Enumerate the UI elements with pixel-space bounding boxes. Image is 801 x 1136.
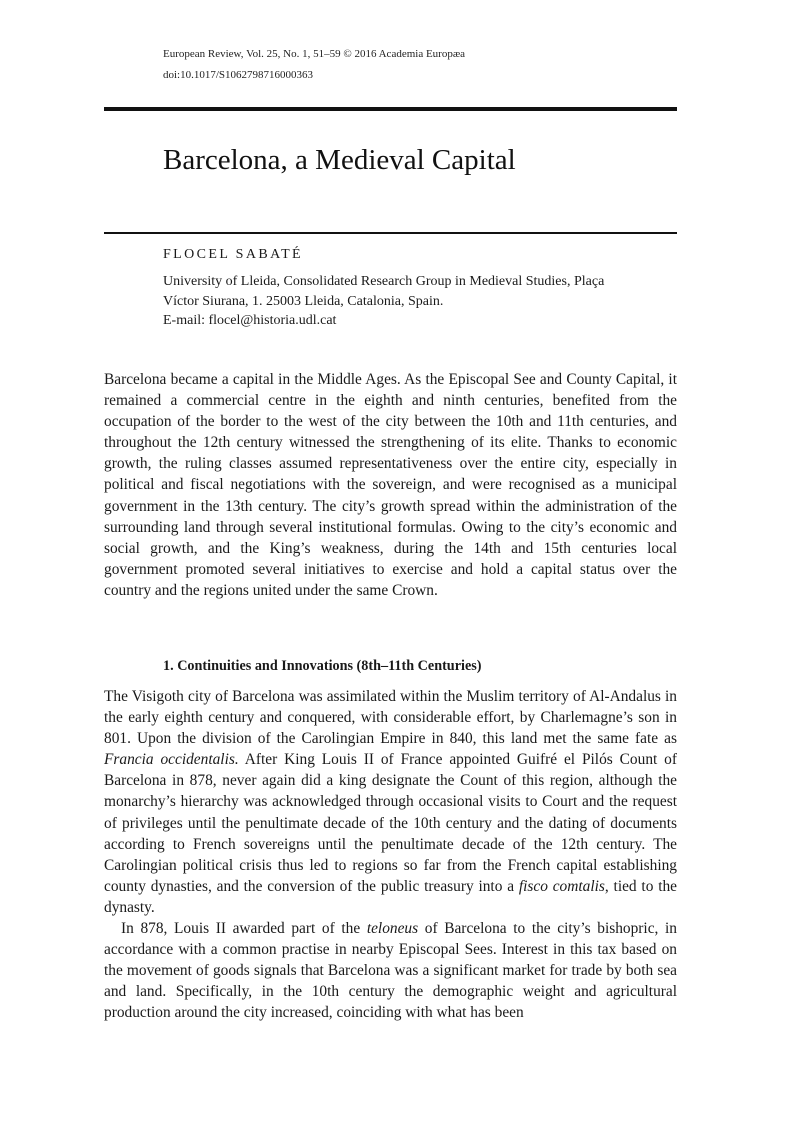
paragraph: In 878, Louis II awarded part of the teloneus of Barcelona to the city’s bishopric, in accordance with a common practise in nearby Episcopal Sees. Interest in this tax based on the movement of goods signals that Barcelona was a significant market for trade by both sea and land. Specifically, in the 10th century the demographic weight and agricultural production around the city increased, coinciding with what has been (104, 920, 677, 1022)
doi: doi:10.1017/S1062798716000363 (163, 69, 314, 81)
section-heading: 1. Continuities and Innovations (8th–11th Centuries) (163, 658, 482, 674)
author-email[interactable]: E-mail: flocel@historia.udl.cat (163, 313, 337, 328)
paragraph: The Visigoth city of Barcelona was assimilated within the Muslim territory of Al-Andalus in the early eighth century and conquered, with considerable effort, by Charlemagne’s son in 801. Upon the division of the Carolingian Empire in 840, this land met the same fate as Francia occidentalis. After King Louis II of France appointed Guifré el Pilós Count of Barcelona in 878, never again did a king designate the Count of this region, although the monarchy’s hierarchy was acknowledged through occasional visits to Court and the request of privileges until the penultimate decade of the 10th century and the dating of documents according to French sovereigns until the penultimate decade of the 12th century. The Carolingian political crisis thus led to regions so far from the French capital establishing county dynasties, and the conversion of the public treasury into a fisco comtalis, tied to the dynasty. (104, 688, 678, 916)
journal-header (163, 44, 465, 86)
italic-term: teloneus (366, 920, 419, 938)
author-name: FLOCEL SABATÉ (163, 247, 303, 262)
affiliation-line: Víctor Siurana, 1. 25003 Lleida, Catalonia, Spain. (163, 293, 444, 309)
journal-citation: European Review, Vol. 25, No. 1, 51–59 © 2016 Academia Europæa (163, 48, 466, 60)
author-affiliation (163, 272, 677, 331)
italic-term: Francia occidentalis. (104, 751, 239, 769)
header-divider (104, 107, 677, 111)
italic-term: fisco comtalis (518, 877, 605, 895)
affiliation-line: University of Lleida, Consolidated Research Group in Medieval Studies, Plaça (163, 274, 605, 289)
article-title: Barcelona, a Medieval Capital (163, 144, 516, 176)
abstract: Barcelona became a capital in the Middle Ages. As the Episcopal See and County Capital, it remained a commercial centre in the eighth and ninth centuries, benefited from the occupation of the border to the west of the city between the 10th and 11th centuries, and throughout the 12th century witnessed the strengthening of its elite. Thanks to economic growth, the ruling classes assumed representativeness over the entire city, especially in political and fiscal negotiations with the sovereign, and were recognised as a municipal government in the 13th century. The city’s growth spread within the administration of the surrounding land through several institutional formulas. Owing to the city’s economic and social growth, and the King’s weakness, during the 14th and 15th centuries local government promoted several initiatives to exercise and hold a capital status over the country and the regions united under the same Crown. (104, 371, 677, 599)
title-divider (104, 232, 677, 234)
body-text (104, 686, 677, 1024)
